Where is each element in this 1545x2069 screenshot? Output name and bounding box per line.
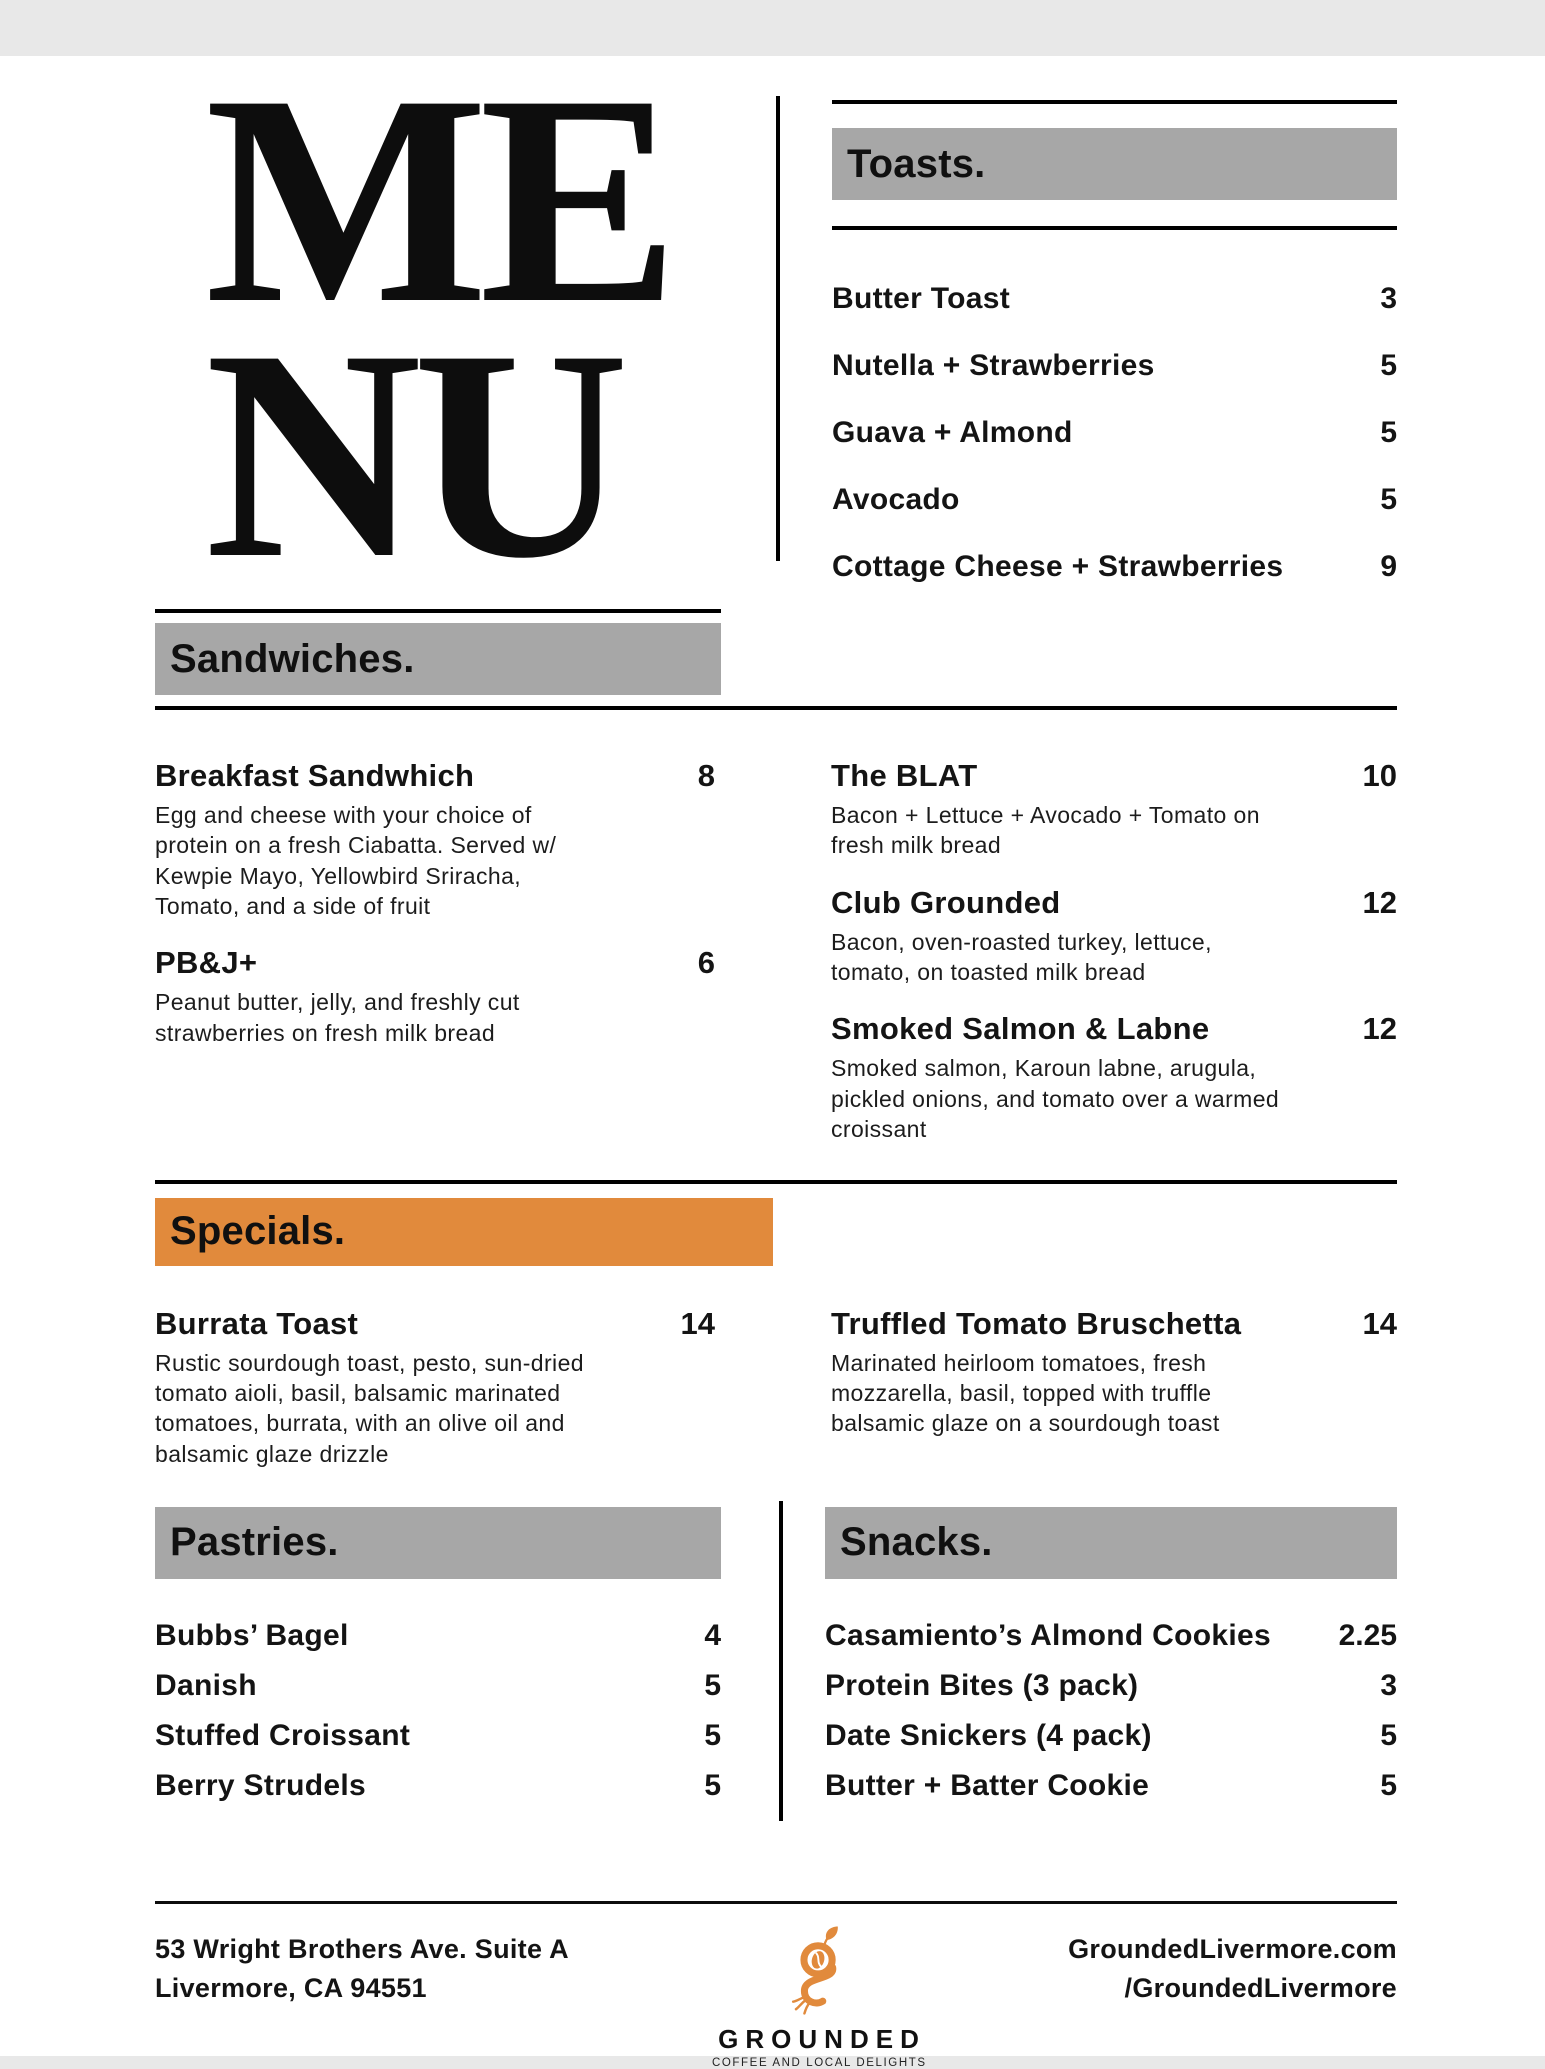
list-item	[155, 1619, 721, 1653]
list-item	[825, 1769, 1397, 1803]
list-item	[825, 1719, 1397, 1753]
item-name: Stuffed Croissant	[155, 1718, 411, 1752]
item-name: Danish	[155, 1668, 257, 1702]
item-name: Burrata Toast	[155, 1305, 359, 1341]
item-name: Date Snickers (4 pack)	[825, 1718, 1152, 1752]
item-price: 5	[1380, 349, 1397, 382]
item-name: Guava + Almond	[832, 416, 1073, 449]
list-item	[831, 885, 1397, 988]
pastries-header-bar	[155, 1507, 721, 1579]
item-name: Nutella + Strawberries	[832, 349, 1155, 382]
item-price: 5	[1380, 1718, 1397, 1752]
grounded-logo-tagline: COFFEE AND LOCAL DELIGHTS	[711, 2056, 927, 2069]
item-price: 10	[1362, 758, 1397, 793]
menu-page	[0, 33, 1545, 2069]
menu-logo-block	[155, 33, 755, 620]
sandwiches-header-bar	[155, 623, 721, 695]
list-item	[825, 1669, 1397, 1703]
item-description: Rustic sourdough toast, pesto, sun-dried tomato aioli, basil, balsamic marinated tomatoes, burrata, with an olive oil and balsamic glaze drizzle	[155, 1349, 584, 1467]
section-snacks	[825, 1507, 1397, 1821]
item-name: Truffled Tomato Bruschetta	[831, 1305, 1242, 1341]
specials-title: Specials.	[170, 1209, 346, 1254]
toasts-rule-top	[832, 100, 1397, 104]
sandwiches-rule-bottom	[155, 706, 1397, 710]
snacks-header-bar	[825, 1507, 1397, 1579]
grounded-coffee-g-icon	[790, 1926, 848, 2020]
item-price: 14	[680, 1305, 715, 1341]
item-name: Smoked Salmon & Labne	[831, 1011, 1210, 1047]
item-price: 14	[1362, 1305, 1397, 1341]
menu-wordmark	[205, 33, 755, 620]
list-item	[155, 945, 715, 1048]
item-description: Bacon, oven-roasted turkey, lettuce, tomato, on toasted milk bread	[831, 928, 1212, 986]
toasts-list	[832, 282, 1397, 584]
pastries-list	[155, 1619, 721, 1803]
item-name: Breakfast Sandwhich	[155, 758, 475, 793]
item-price: 9	[1380, 550, 1397, 583]
item-description: Marinated heirloom tomatoes, fresh mozzarella, basil, topped with truffle balsamic glaze on a sourdough toast	[831, 1349, 1220, 1437]
item-description: Bacon + Lettuce + Avocado + Tomato on fresh milk bread	[831, 802, 1260, 859]
item-price: 3	[1380, 1668, 1397, 1702]
grounded-logo-name: GROUNDED	[718, 2023, 926, 2054]
item-name: Butter + Batter Cookie	[825, 1768, 1150, 1802]
item-price: 5	[704, 1668, 721, 1702]
section-specials	[155, 1180, 1397, 1493]
list-item	[155, 758, 715, 921]
item-name: Cottage Cheese + Strawberries	[832, 550, 1284, 583]
list-item	[832, 282, 1397, 316]
sandwiches-left-column	[155, 758, 715, 1169]
vertical-divider-bottom	[779, 1501, 783, 1821]
item-price: 12	[1362, 1011, 1397, 1047]
footer-website: GroundedLivermore.com	[1068, 1933, 1397, 1964]
list-item	[832, 483, 1397, 517]
section-sandwiches	[155, 609, 1397, 1169]
item-description: Peanut butter, jelly, and freshly cut strawberries on fresh milk bread	[155, 989, 520, 1046]
list-item	[831, 758, 1397, 861]
menu-wordmark-line2: NU	[205, 288, 621, 620]
footer	[155, 1904, 1397, 2069]
snacks-title: Snacks.	[840, 1520, 993, 1565]
list-item	[155, 1769, 721, 1803]
item-price: 8	[697, 758, 715, 793]
item-price: 5	[704, 1718, 721, 1752]
footer-address-line1: 53 Wright Brothers Ave. Suite A	[155, 1933, 569, 1964]
specials-header-bar	[155, 1198, 773, 1266]
item-name: PB&J+	[155, 945, 258, 981]
item-price: 5	[704, 1768, 721, 1802]
specials-rule-top	[155, 1180, 1397, 1184]
item-name: Butter Toast	[832, 282, 1011, 315]
list-item	[831, 1011, 1397, 1144]
item-price: 12	[1362, 884, 1397, 920]
header-row	[155, 33, 1397, 620]
item-description: Egg and cheese with your choice of protein on a fresh Ciabatta. Served w/ Kewpie Mayo, Yellowbird Sriracha, Tomato, and a side of fruit	[155, 802, 557, 920]
section-pastries	[155, 1507, 721, 1821]
item-price: 6	[697, 945, 715, 981]
item-description: Smoked salmon, Karoun labne, arugula, pickled onions, and tomato over a warmed croissant	[831, 1055, 1280, 1143]
section-toasts	[832, 56, 1397, 583]
footer-social: /GroundedLivermore	[1124, 1973, 1397, 2004]
item-price: 2.25	[1338, 1618, 1397, 1652]
item-name: Bubbs’ Bagel	[155, 1618, 349, 1652]
grounded-logo	[710, 1926, 926, 2069]
item-name: The BLAT	[831, 758, 978, 793]
bottom-sections-row	[155, 1507, 1397, 1821]
list-item	[832, 416, 1397, 450]
list-item	[155, 1719, 721, 1753]
footer-address	[155, 1930, 569, 2008]
list-item	[832, 349, 1397, 383]
item-price: 4	[704, 1618, 721, 1652]
item-price: 5	[1380, 1768, 1397, 1802]
item-name: Club Grounded	[831, 884, 1061, 920]
specials-left-column	[155, 1306, 715, 1493]
footer-address-line2: Livermore, CA 94551	[155, 1973, 427, 2004]
specials-right-column	[831, 1306, 1397, 1493]
list-item	[155, 1306, 715, 1469]
item-name: Berry Strudels	[155, 1768, 366, 1802]
list-item	[825, 1619, 1397, 1653]
menu-wordmark-line1: ME	[205, 33, 671, 365]
item-price: 5	[1380, 416, 1397, 449]
toasts-title: Toasts.	[847, 141, 986, 186]
snacks-list	[825, 1619, 1397, 1803]
list-item	[831, 1306, 1397, 1439]
item-price: 5	[1380, 483, 1397, 516]
sandwiches-right-column	[831, 758, 1397, 1169]
footer-links	[1068, 1930, 1397, 2008]
item-name: Avocado	[832, 483, 960, 516]
vertical-divider-top	[776, 96, 780, 561]
item-name: Casamiento’s Almond Cookies	[825, 1618, 1271, 1652]
item-name: Protein Bites (3 pack)	[825, 1668, 1139, 1702]
pastries-title: Pastries.	[170, 1520, 339, 1565]
item-price: 3	[1380, 282, 1397, 315]
list-item	[155, 1669, 721, 1703]
sandwiches-title: Sandwiches.	[170, 636, 415, 681]
list-item	[832, 550, 1397, 584]
toasts-rule-bottom	[832, 226, 1397, 230]
toasts-header-bar	[832, 128, 1397, 200]
